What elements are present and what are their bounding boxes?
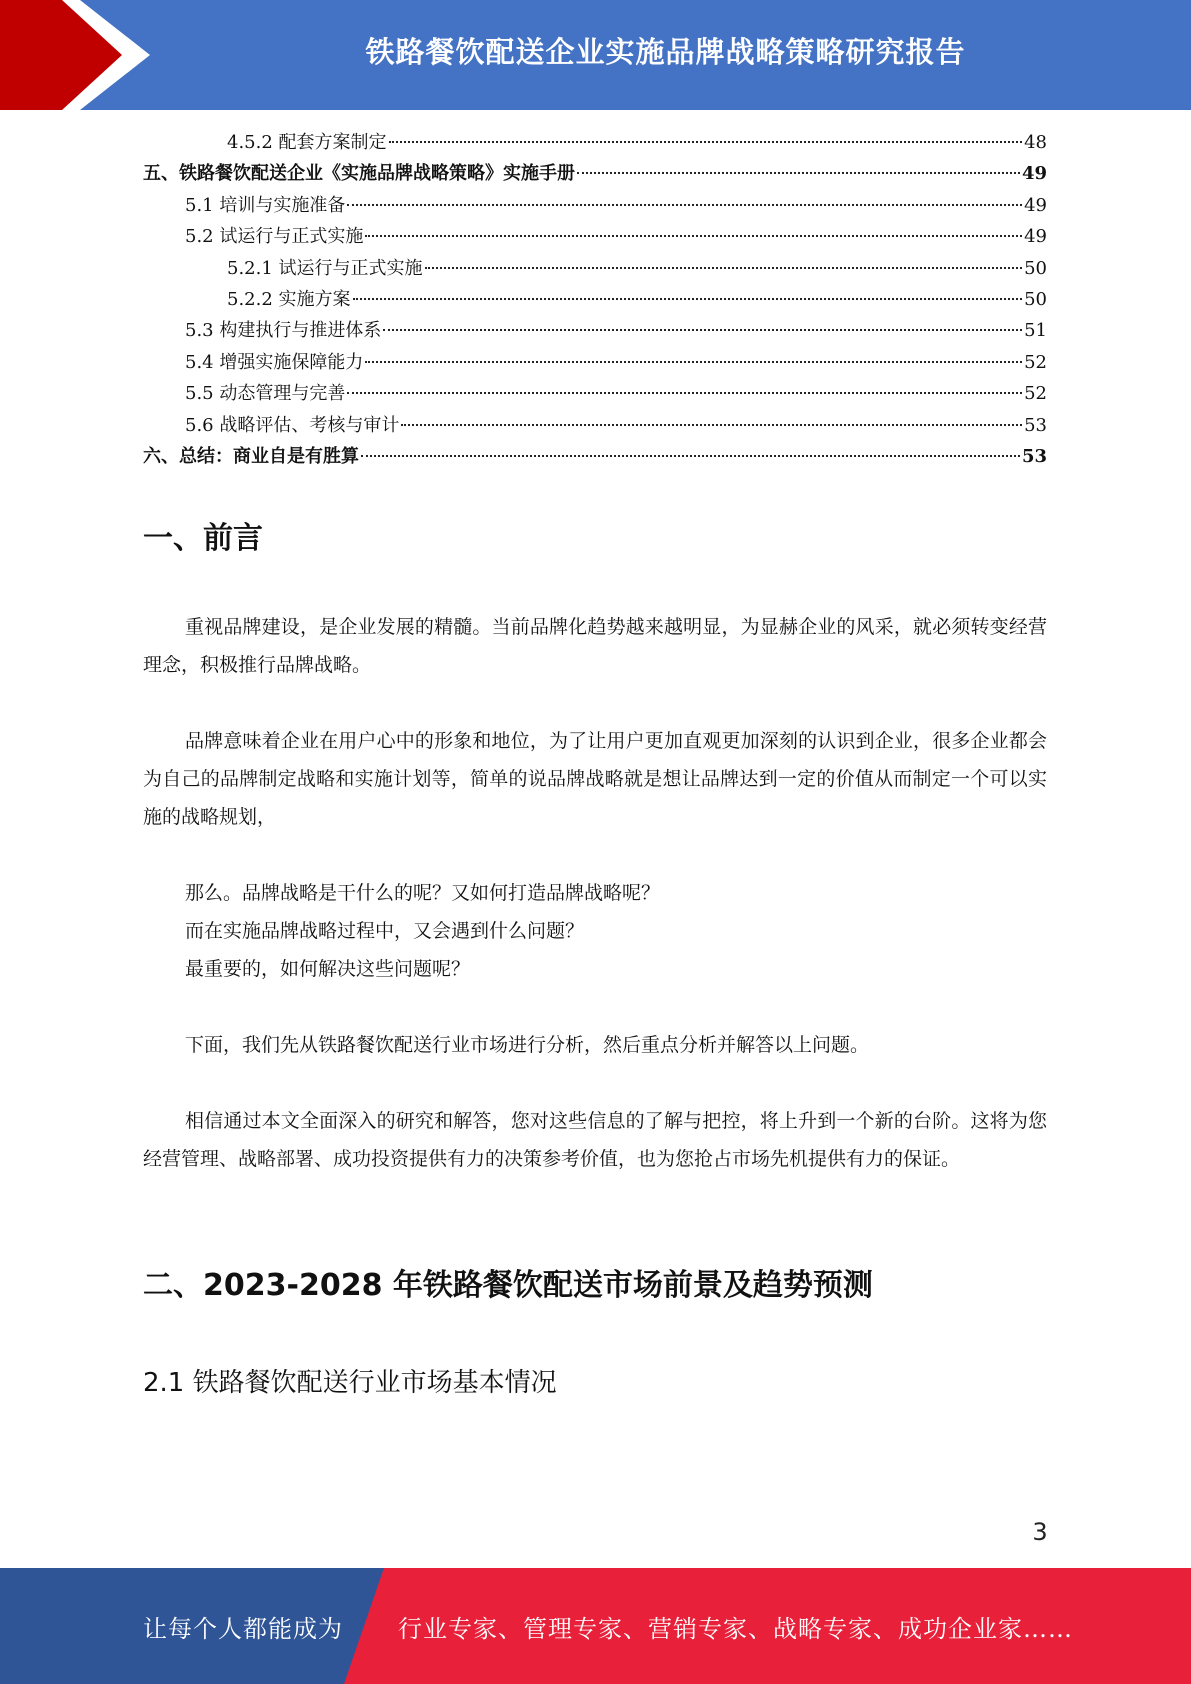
report-title: 铁路餐饮配送企业实施品牌战略策略研究报告: [365, 34, 966, 69]
toc-leader-dots: [361, 455, 1020, 457]
page-number: 3: [1032, 1518, 1048, 1546]
preface-paragraph-2: 品牌意味着企业在用户心中的形象和地位，为了让用户更加直观更加深刻的认识到企业，很多企业都会为自己的品牌制定战略和实施计划等，简单的说品牌战略就是想让品牌达到一定的价值从而制定一个可以实施的战略规划，: [143, 730, 1047, 828]
toc-leader-dots: [389, 141, 1023, 143]
toc-entry-page: 50: [1024, 288, 1047, 310]
toc-entry[interactable]: [143, 284, 1047, 315]
toc-entry-page: 53: [1021, 445, 1047, 467]
toc-entry-title: 5.6 战略评估、考核与审计: [185, 414, 400, 436]
toc-leader-dots: [365, 235, 1022, 237]
table-of-contents: [143, 127, 1047, 472]
section-heading-preface: 一、前言: [143, 521, 263, 556]
toc-entry[interactable]: [143, 441, 1047, 472]
toc-entry-title: 5.2.1 试运行与正式实施: [227, 257, 423, 279]
toc-entry-page: 52: [1024, 351, 1047, 373]
toc-entry[interactable]: [143, 127, 1047, 158]
footer-slogan-left: 让每个人都能成为: [143, 1614, 343, 1643]
toc-entry-page: 50: [1024, 257, 1047, 279]
preface-question-3: 最重要的，如何解决这些问题呢？: [185, 958, 471, 980]
toc-entry-title: 5.2 试运行与正式实施: [185, 226, 364, 248]
subsection-heading: 2.1 铁路餐饮配送行业市场基本情况: [143, 1368, 557, 1398]
toc-entry-title: 六、总结：商业自是有胜算: [143, 445, 359, 467]
toc-entry-title: 5.5 动态管理与完善: [185, 383, 346, 405]
toc-entry-page: 49: [1021, 163, 1047, 185]
toc-leader-dots: [401, 424, 1022, 426]
preface-question-1: 那么。品牌战略是干什么的呢？又如何打造品牌战略呢？: [185, 882, 661, 904]
toc-entry-title: 4.5.2 配套方案制定: [227, 132, 387, 153]
toc-entry-page: 51: [1024, 320, 1047, 342]
toc-entry[interactable]: [143, 315, 1047, 346]
toc-entry[interactable]: [143, 410, 1047, 441]
preface-paragraph-4: 相信通过本文全面深入的研究和解答，您对这些信息的了解与把控，将上升到一个新的台阶。这将为您经营管理、战略部署、成功投资提供有力的决策参考价值，也为您抢占市场先机提供有力的保证。: [143, 1110, 1047, 1170]
toc-entry[interactable]: [143, 221, 1047, 252]
toc-entry-title: 5.2.2 实施方案: [227, 288, 351, 310]
toc-leader-dots: [365, 361, 1022, 363]
toc-entry[interactable]: [143, 347, 1047, 378]
toc-entry-title: 5.1 培训与实施准备: [185, 194, 346, 216]
toc-leader-dots: [353, 298, 1023, 300]
page-header: [0, 0, 1191, 110]
toc-leader-dots: [347, 204, 1022, 206]
section-heading-market-outlook: 二、2023-2028 年铁路餐饮配送市场前景及趋势预测: [143, 1268, 873, 1303]
toc-entry-title: 五、铁路餐饮配送企业《实施品牌战略策略》实施手册: [143, 163, 575, 185]
toc-leader-dots: [577, 172, 1020, 174]
toc-entry-page: 48: [1024, 132, 1047, 153]
toc-leader-dots: [383, 329, 1022, 331]
toc-entry[interactable]: [143, 378, 1047, 409]
toc-leader-dots: [425, 267, 1023, 269]
toc-entry-title: 5.4 增强实施保障能力: [185, 351, 364, 373]
toc-entry[interactable]: [143, 253, 1047, 284]
toc-leader-dots: [347, 392, 1022, 394]
toc-entry-page: 49: [1024, 226, 1047, 248]
page-footer: [0, 1568, 1191, 1684]
preface-paragraph-3: 下面，我们先从铁路餐饮配送行业市场进行分析，然后重点分析并解答以上问题。: [185, 1034, 870, 1056]
toc-entry-page: 53: [1024, 414, 1047, 436]
toc-entry-title: 5.3 构建执行与推进体系: [185, 320, 382, 342]
toc-entry[interactable]: [143, 158, 1047, 189]
toc-entry[interactable]: [143, 190, 1047, 221]
toc-entry-page: 52: [1024, 383, 1047, 405]
preface-paragraph-1: 重视品牌建设，是企业发展的精髓。当前品牌化趋势越来越明显，为显赫企业的风采，就必须转变经营理念，积极推行品牌战略。: [143, 616, 1047, 676]
preface-question-2: 而在实施品牌战略过程中，又会遇到什么问题？: [185, 920, 585, 942]
toc-entry-page: 49: [1024, 194, 1047, 216]
footer-slogan-right: 行业专家、管理专家、营销专家、战略专家、成功企业家……: [398, 1614, 1073, 1643]
